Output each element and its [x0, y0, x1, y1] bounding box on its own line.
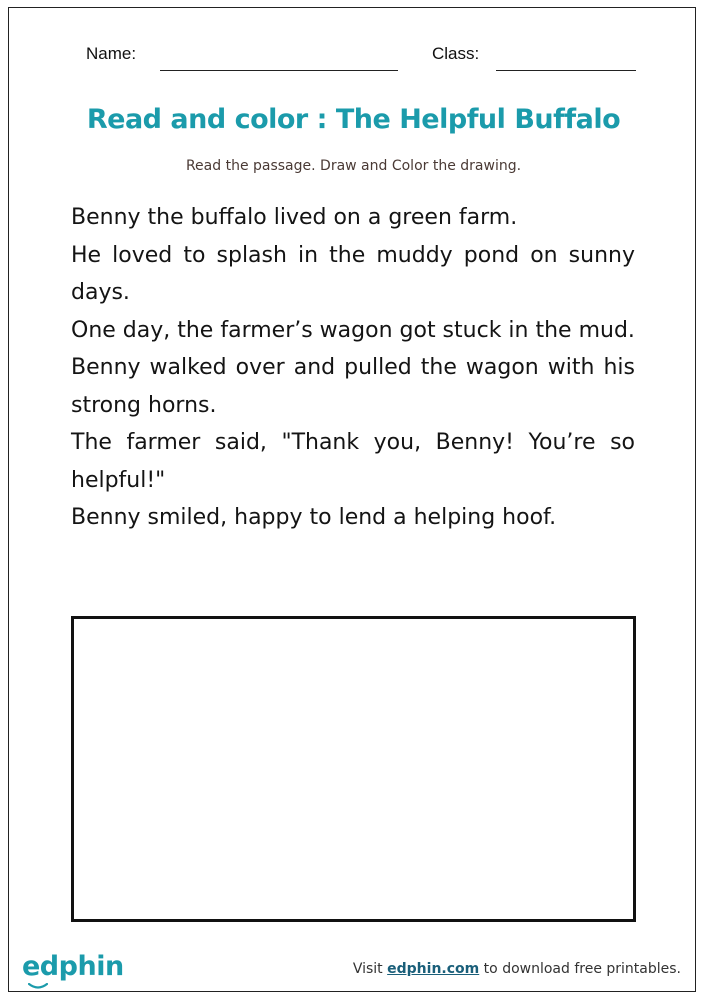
logo-swoosh-icon [28, 983, 48, 991]
edphin-link[interactable]: edphin.com [387, 961, 480, 977]
reading-passage [71, 199, 635, 537]
drawing-area[interactable] [71, 616, 636, 922]
footer-visit-prefix: Visit [352, 961, 388, 977]
passage-sentence: He loved to splash in the muddy pond on sunny days. [71, 242, 635, 305]
passage-sentence: One day, the farmer’s wagon got stuck in the mud. [71, 317, 635, 343]
passage-sentence: Benny the buffalo lived on a green farm. [71, 205, 518, 230]
worksheet-title: Read and color : The Helpful Buffalo [86, 104, 621, 135]
name-label: Name: [86, 44, 137, 63]
worksheet-instructions: Read the passage. Draw and Color the drawing. [185, 158, 522, 174]
class-field-line[interactable] [496, 70, 636, 71]
passage-sentence: Benny smiled, happy to lend a helping hoof. [71, 505, 557, 530]
edphin-logo: edphin [22, 951, 124, 982]
passage-sentence: Benny walked over and pulled the wagon with his strong horns. [71, 355, 635, 418]
footer-text [353, 961, 681, 977]
class-label: Class: [432, 44, 480, 63]
name-field-line[interactable] [160, 70, 398, 71]
passage-sentence: The farmer said, "Thank you, Benny! You’re so helpful!" [71, 430, 635, 493]
footer-visit-suffix: to download free printables. [479, 961, 681, 977]
